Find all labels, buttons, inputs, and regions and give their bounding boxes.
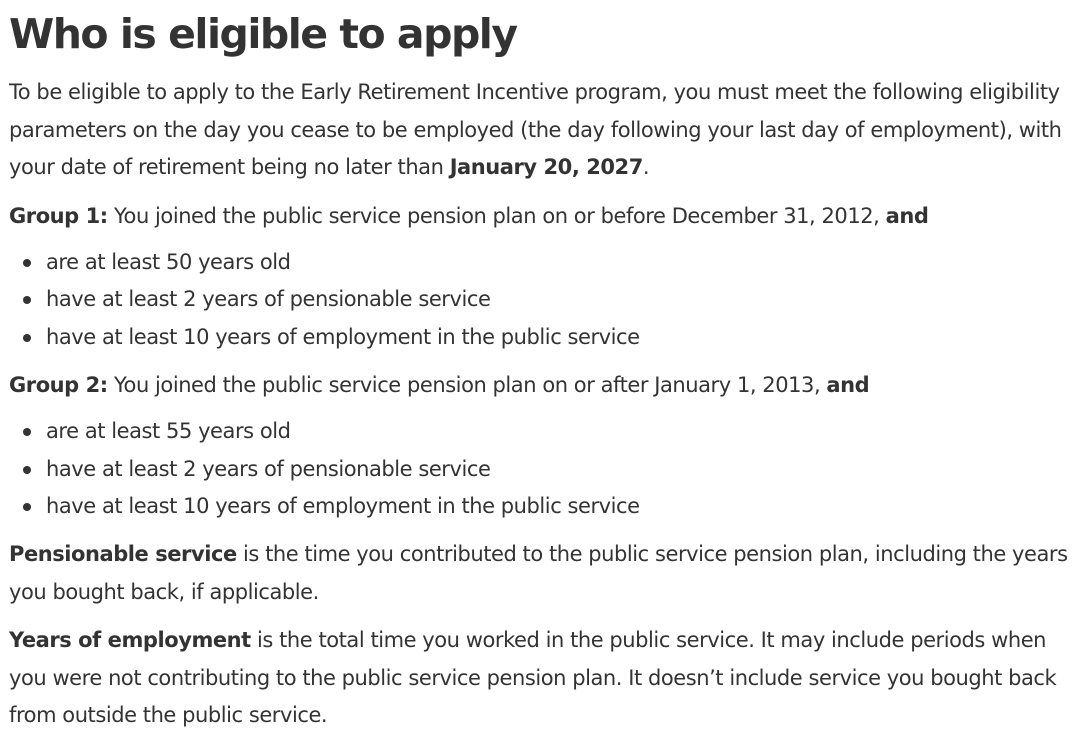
group-1-criteria-list	[9, 244, 1075, 356]
group-2-label: Group 2:	[9, 372, 108, 397]
bullet-icon	[23, 503, 31, 511]
list-item	[9, 319, 1075, 356]
definition-term: Years of employment	[9, 628, 251, 653]
bullet-icon	[23, 428, 31, 436]
list-item	[9, 281, 1075, 318]
list-item	[9, 413, 1075, 450]
page-title: Who is eligible to apply	[9, 10, 517, 58]
list-item-text: have at least 2 years of pensionable service	[46, 456, 491, 481]
group-2-text: You joined the public service pension plan on or after January 1, 2013,	[107, 372, 827, 397]
group-2-paragraph	[9, 367, 1075, 405]
list-item-text: are at least 50 years old	[46, 250, 291, 274]
group-1-conjunction: and	[885, 203, 929, 228]
group-1-text: You joined the public service pension plan on or before December 31, 2012,	[107, 203, 886, 228]
years-of-employment-definition	[9, 622, 1075, 735]
intro-text: To be eligible to apply to the Early Retirement Incentive program, you must meet the following eligibility parameters on the day you cease to be employed (the day following your last day of employment), with your date of retirement being no later than	[9, 80, 1062, 179]
group-2-conjunction: and	[826, 372, 870, 397]
list-item	[9, 488, 1075, 525]
definition-text: is the time you contributed to the public service pension plan, including the years you bought back, if applicable.	[9, 542, 1068, 604]
intro-paragraph	[9, 74, 1075, 187]
bullet-icon	[23, 259, 31, 267]
bullet-icon	[23, 466, 31, 474]
list-item-text: have at least 10 years of employment in the public service	[46, 493, 640, 518]
list-item-text: are at least 55 years old	[46, 419, 291, 444]
intro-end: .	[642, 155, 650, 179]
list-item-text: have at least 2 years of pensionable service	[46, 287, 491, 312]
bullet-icon	[23, 296, 31, 304]
group-2-criteria-list	[9, 413, 1075, 525]
group-1-paragraph	[9, 198, 1075, 236]
list-item	[9, 244, 1075, 281]
definition-text: is the total time you worked in the public service. It may include periods when you were not contributing to the public service pension plan. It doesn’t include service you bought back from outside the public service.	[9, 628, 1057, 728]
retirement-deadline-date: January 20, 2027	[449, 155, 643, 179]
group-1-label: Group 1:	[9, 203, 108, 228]
list-item-text: have at least 10 years of employment in the public service	[46, 324, 640, 349]
list-item	[9, 451, 1075, 488]
definition-term: Pensionable service	[9, 542, 237, 567]
bullet-icon	[23, 334, 31, 342]
pensionable-service-definition	[9, 536, 1075, 611]
